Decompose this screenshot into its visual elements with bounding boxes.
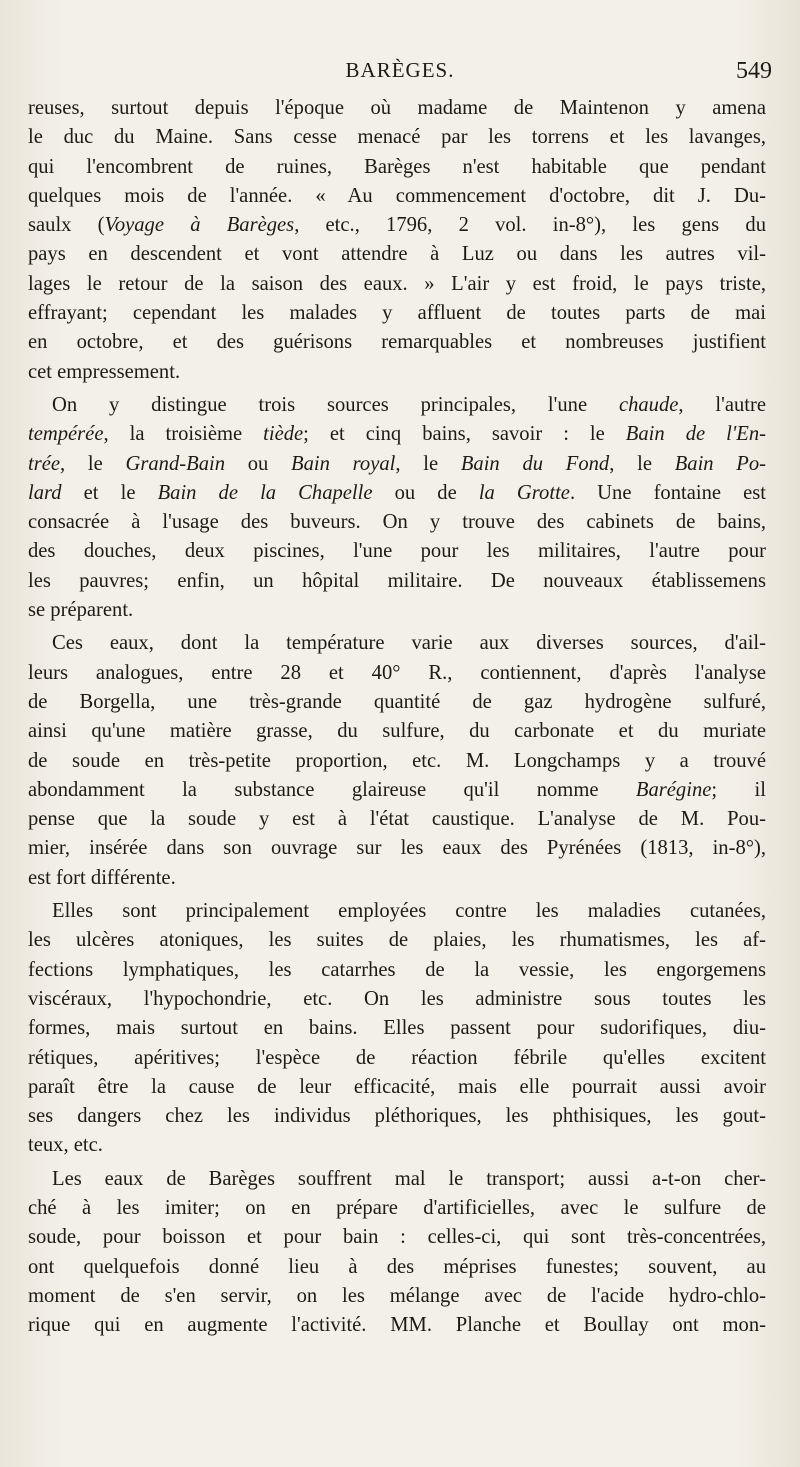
- text-line: viscéraux, l'hypochondrie, etc. On les administre sous toutes les: [28, 987, 766, 1010]
- text-line: abondamment la substance glaireuse qu'il nomme Barégine; il: [28, 778, 766, 801]
- text-line: mier, insérée dans son ouvrage sur les eaux des Pyrénées (1813, in-8°),: [28, 837, 766, 860]
- text-line: fections lymphatiques, les catarrhes de la vessie, les engorgemens: [28, 958, 766, 981]
- text-line: On y distingue trois sources principales, l'une chaude, l'autre: [52, 393, 766, 416]
- text-line: de soude en très-petite proportion, etc. M. Longchamps y a trouvé: [28, 749, 766, 772]
- text-line: le duc du Maine. Sans cesse menacé par les torrens et les lavanges,: [28, 126, 766, 149]
- text-line: qui l'encombrent de ruines, Barèges n'est habitable que pendant: [28, 155, 766, 178]
- body-text: [28, 94, 766, 1340]
- text-line: est fort différente.: [28, 866, 176, 889]
- text-line: soude, pour boisson et pour bain : celles-ci, qui sont très-concentrées,: [28, 1226, 766, 1249]
- text-line: ont quelquefois donné lieu à des méprises funestes; souvent, au: [28, 1255, 766, 1278]
- text-line: pense que la soude y est à l'état caustique. L'analyse de M. Pou-: [28, 808, 766, 831]
- text-line: se préparent.: [28, 599, 134, 622]
- text-line: rique qui en augmente l'activité. MM. Planche et Boullay ont mon-: [28, 1314, 766, 1337]
- text-line: moment de s'en servir, on les mélange avec de l'acide hydro-chlo-: [28, 1284, 766, 1307]
- page-header: [28, 58, 772, 94]
- text-line: lages le retour de la saison des eaux. » L'air y est froid, le pays triste,: [28, 272, 766, 295]
- text-line: de Borgella, une très-grande quantité de gaz hydrogène sulfuré,: [28, 690, 766, 713]
- text-line: ché à les imiter; on en prépare d'artificielles, avec le sulfure de: [28, 1196, 766, 1219]
- text-line: des douches, deux piscines, l'une pour les militaires, l'autre pour: [28, 540, 766, 563]
- text-line: Elles sont principalement employées contre les maladies cutanées,: [52, 900, 766, 923]
- text-line: les ulcères atoniques, les suites de plaies, les rhumatismes, les af-: [28, 929, 766, 952]
- running-head: BARÈGES.: [345, 58, 455, 82]
- text-line: saulx (Voyage à Barèges, etc., 1796, 2 vol. in-8°), les gens du: [28, 214, 766, 237]
- text-line: teux, etc.: [28, 1134, 103, 1157]
- text-line: formes, mais surtout en bains. Elles passent pour sudorifiques, diu-: [28, 1017, 766, 1040]
- text-line: trée, le Grand-Bain ou Bain royal, le Bain du Fond, le Bain Po-: [28, 452, 766, 475]
- text-line: Les eaux de Barèges souffrent mal le transport; aussi a-t-on cher-: [52, 1167, 766, 1190]
- text-line: en octobre, et des guérisons remarquables et nombreuses justifient: [28, 331, 766, 354]
- text-line: reuses, surtout depuis l'époque où madame de Maintenon y amena: [28, 97, 766, 119]
- text-line: leurs analogues, entre 28 et 40° R., contiennent, d'après l'analyse: [28, 661, 766, 684]
- text-line: ses dangers chez les individus pléthoriques, les phthisiques, les gout-: [28, 1105, 766, 1128]
- text-line: paraît être la cause de leur efficacité, mais elle pourrait aussi avoir: [28, 1075, 766, 1098]
- text-line: rétiques, apéritives; l'espèce de réaction fébrile qu'elles excitent: [28, 1046, 766, 1069]
- text-line: tempérée, la troisième tiède; et cinq bains, savoir : le Bain de l'En-: [28, 423, 766, 446]
- text-line: cet empressement.: [28, 360, 181, 383]
- text-line: quelques mois de l'année. « Au commencement d'octobre, dit J. Du-: [28, 184, 766, 207]
- text-line: lard et le Bain de la Chapelle ou de la Grotte. Une fontaine est: [28, 481, 766, 504]
- page-number: 549: [736, 58, 772, 84]
- text-line: les pauvres; enfin, un hôpital militaire. De nouveaux établissemens: [28, 569, 766, 592]
- text-line: Ces eaux, dont la température varie aux diverses sources, d'ail-: [52, 632, 766, 655]
- text-line: pays en descendent et vont attendre à Luz ou dans les autres vil-: [28, 243, 766, 266]
- text-line: effrayant; cependant les malades y affluent de toutes parts de mai: [28, 302, 766, 325]
- text-line: ainsi qu'une matière grasse, du sulfure, du carbonate et du muriate: [28, 720, 766, 743]
- text-line: consacrée à l'usage des buveurs. On y trouve des cabinets de bains,: [28, 511, 766, 534]
